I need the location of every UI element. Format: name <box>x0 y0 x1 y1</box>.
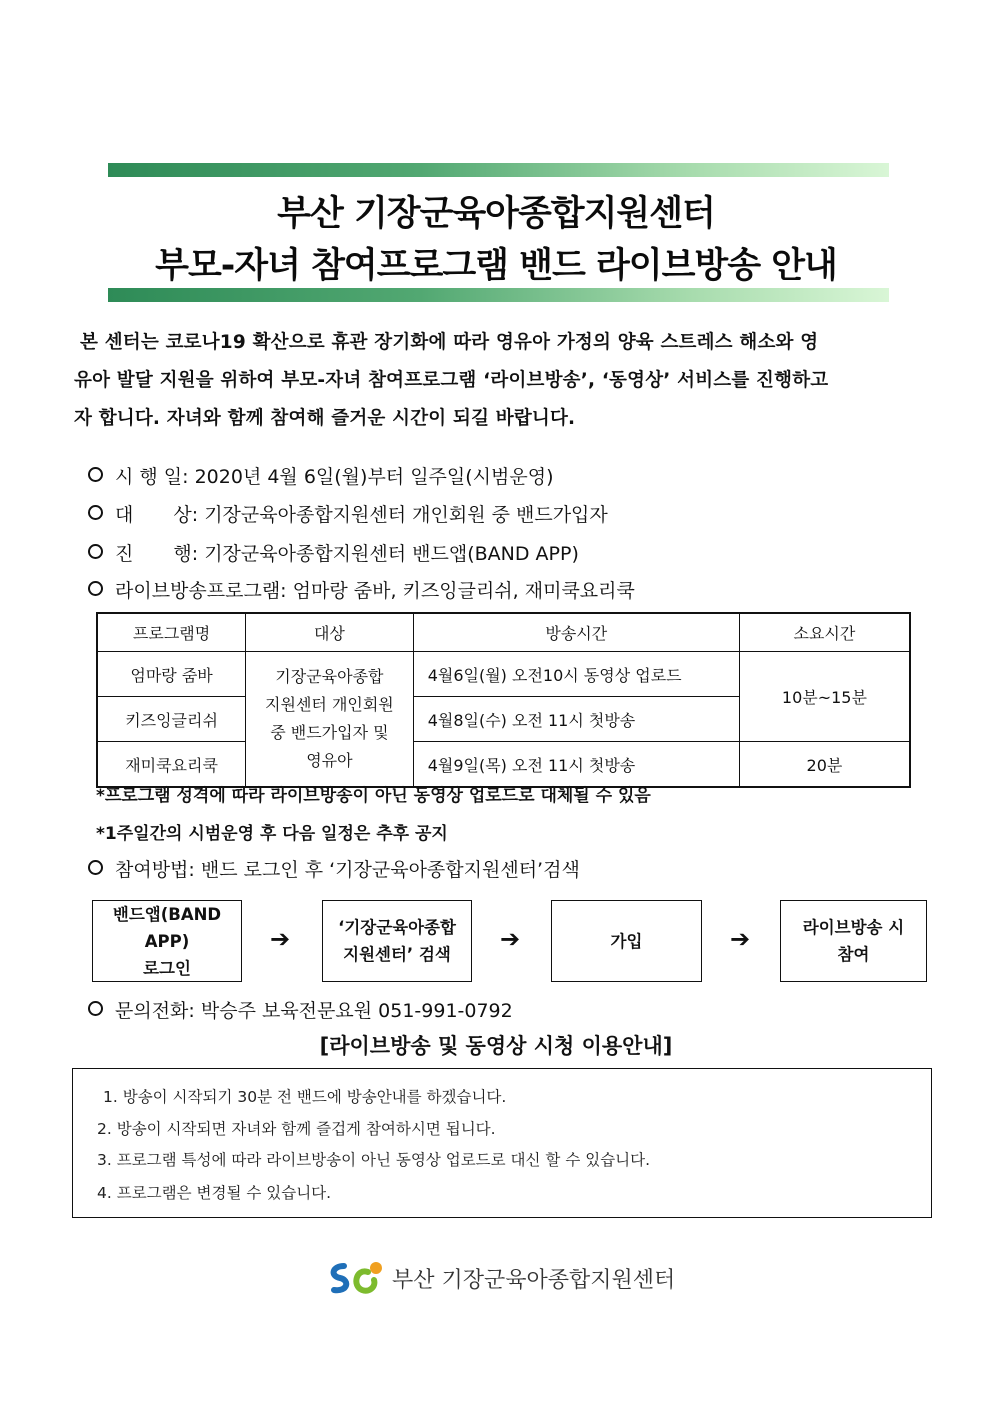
flow-step-text: 라이브방송 시 <box>802 918 905 937</box>
programs-label: 라이브방송프로그램: <box>115 580 287 602</box>
footer-logo <box>326 1258 675 1298</box>
page-title-line1: 부산 기장군육아종합지원센터 <box>277 194 715 234</box>
circle-bullet-icon <box>88 860 103 875</box>
intro-line-2: 유아 발달 지원을 위하여 부모-자녀 참여프로그램 ‘라이브방송’, ‘동영상’ 서비스를 진행하고 <box>74 370 829 391</box>
target-line: 중 밴드가입자 및 <box>270 723 389 742</box>
time-cell: 4월8일(수) 오전 11시 첫방송 <box>413 697 739 742</box>
contact-item <box>88 996 513 1023</box>
circle-bullet-icon <box>88 544 103 559</box>
flow-step-text: 참여 <box>837 945 870 964</box>
list-item: 2. 방송이 시작되면 자녀와 함께 즐겁게 참여하시면 됩니다. <box>97 1120 496 1138</box>
flow-step-text: 지원센터’ 검색 <box>343 945 451 964</box>
programs-value: 엄마랑 줌바, 키즈잉글리쉬, 재미쿡요리쿡 <box>292 580 635 602</box>
contact-value: 박승주 보육전문요원 051-991-0792 <box>200 1000 513 1022</box>
flow-step-participate <box>780 900 927 982</box>
usage-title: [라이브방송 및 동영상 시청 이용안내] <box>319 1034 673 1058</box>
header-top-bar <box>108 163 889 177</box>
org-name: 부산 기장군육아종합지원센터 <box>392 1267 676 1293</box>
method-item <box>88 539 579 566</box>
flow-step-text: 밴드앱(BAND APP) <box>112 904 222 951</box>
participation-label: 참여방법: <box>115 859 195 881</box>
arrow-right-icon: ➔ <box>270 925 291 953</box>
time-cell: 4월6일(월) 오전10시 동영상 업로드 <box>413 652 739 697</box>
header-bottom-bar <box>108 288 889 302</box>
list-item: 4. 프로그램은 변경될 수 있습니다. <box>97 1184 332 1202</box>
intro-line-3: 자 합니다. 자녀와 함께 참여해 즐거운 시간이 되길 바랍니다. <box>74 408 576 429</box>
list-item: 1. 방송이 시작되기 30분 전 밴드에 방송안내를 하겠습니다. <box>103 1088 507 1106</box>
program-name-cell: 엄마랑 줌바 <box>97 652 246 697</box>
flow-step-text: 가입 <box>610 931 643 951</box>
arrow-right-icon: ➔ <box>730 925 751 953</box>
duration-cell: 10분~15분 <box>739 652 910 742</box>
table-header-row <box>97 613 910 652</box>
table-header-cell: 프로그램명 <box>97 613 246 652</box>
schedule-label: 시 행 일: <box>115 466 189 488</box>
circle-bullet-icon <box>88 581 103 596</box>
table-header-cell: 소요시간 <box>739 613 910 652</box>
schedule-item <box>88 462 554 489</box>
target-line: 지원센터 개인회원 <box>265 695 394 714</box>
method-label: 진 행: <box>115 543 199 565</box>
table-header-cell: 대상 <box>246 613 414 652</box>
schedule-value: 2020년 4월 6일(월)부터 일주일(시범운영) <box>194 466 554 488</box>
intro-line-1: 본 센터는 코로나19 확산으로 휴관 장기화에 따라 영유아 가정의 양육 스트레스 해소와 영 <box>80 332 819 353</box>
participation-item <box>88 855 580 882</box>
target-cell <box>246 652 414 788</box>
flow-step-text: ‘기장군육아종합 <box>338 918 456 937</box>
usage-box <box>72 1068 932 1218</box>
programs-item <box>88 576 635 603</box>
flow-step-login <box>92 900 242 982</box>
target-line: 영유아 <box>306 751 353 770</box>
target-label: 대 상: <box>115 504 199 526</box>
org-logo-icon <box>326 1258 386 1298</box>
flow-step-join <box>551 900 702 982</box>
participation-value: 밴드 로그인 후 ‘기장군육아종합지원센터’검색 <box>200 859 580 881</box>
flow-step-text: 로그인 <box>143 958 191 978</box>
list-item: 3. 프로그램 특성에 따라 라이브방송이 아닌 동영상 업로드로 대신 할 수 있습니다. <box>97 1151 651 1169</box>
circle-bullet-icon <box>88 1001 103 1016</box>
program-table <box>96 612 911 788</box>
duration-cell: 20분 <box>739 742 910 788</box>
circle-bullet-icon <box>88 467 103 482</box>
program-name-cell: 재미쿡요리쿡 <box>97 742 246 788</box>
target-value: 기장군육아종합지원센터 개인회원 중 밴드가입자 <box>204 504 608 526</box>
target-item <box>88 500 608 527</box>
note-replacement: *프로그램 성격에 따라 라이브방송이 아닌 동영상 업로드로 대체될 수 있음 <box>96 786 651 806</box>
method-value: 기장군육아종합지원센터 밴드앱(BAND APP) <box>204 543 579 565</box>
arrow-right-icon: ➔ <box>500 925 521 953</box>
intro-paragraph <box>74 324 932 438</box>
program-name-cell: 키즈잉글리쉬 <box>97 697 246 742</box>
table-row <box>97 652 910 697</box>
target-line: 기장군육아종합 <box>275 667 384 686</box>
flow-step-search <box>322 900 472 982</box>
note-schedule: *1주일간의 시범운영 후 다음 일정은 추후 공지 <box>96 824 448 844</box>
table-header-cell: 방송시간 <box>413 613 739 652</box>
contact-label: 문의전화: <box>115 1000 195 1022</box>
page-title-line2: 부모-자녀 참여프로그램 밴드 라이브방송 안내 <box>155 246 837 286</box>
circle-bullet-icon <box>88 505 103 520</box>
time-cell: 4월9일(목) 오전 11시 첫방송 <box>413 742 739 788</box>
